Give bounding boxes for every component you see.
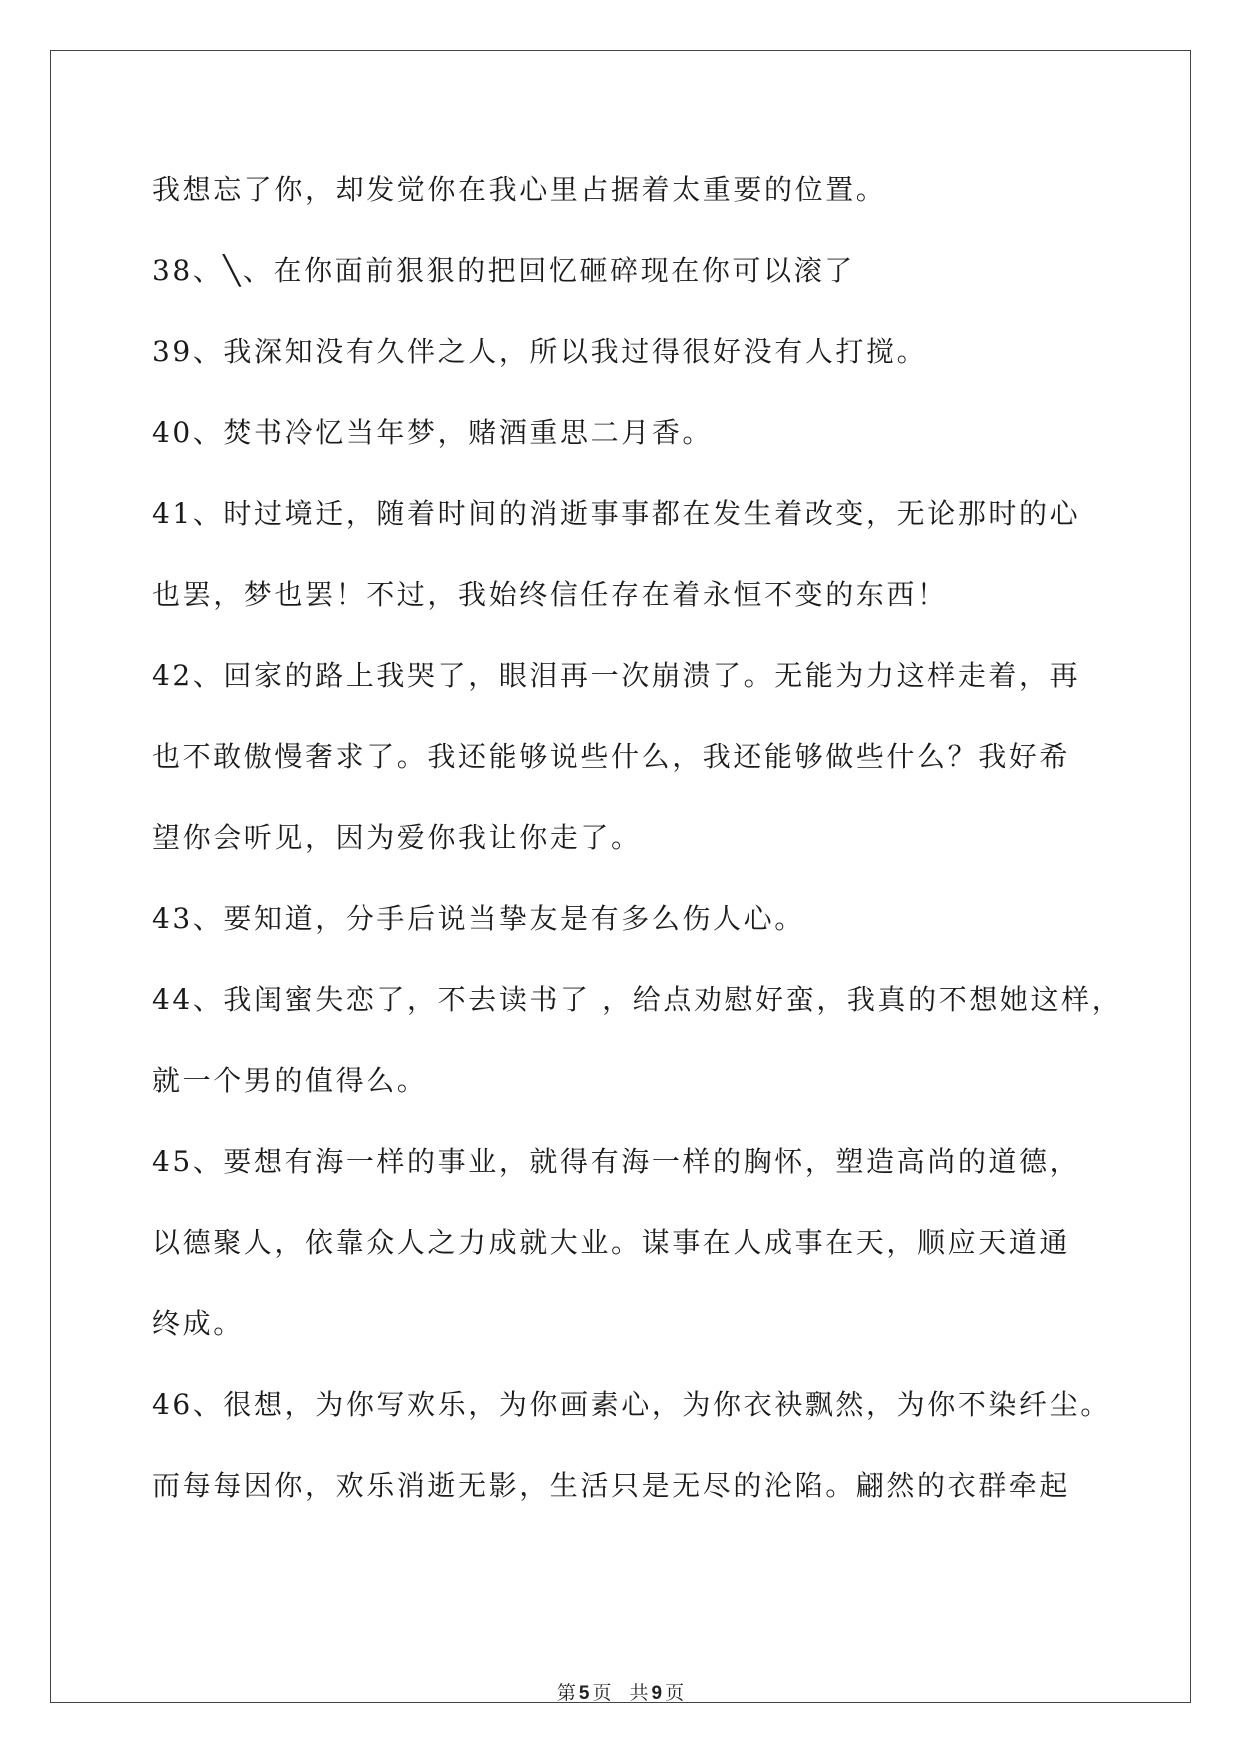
text-line: 45、要想有海一样的事业，就得有海一样的胸怀，塑造高尚的道德，: [152, 1145, 1081, 1178]
footer-page-word: 页: [592, 1682, 612, 1704]
footer-total-suffix: 页: [665, 1682, 685, 1704]
text-line: 46、很想，为你写欢乐，为你画素心，为你衣袂飘然，为你不染纤尘。: [152, 1388, 1111, 1421]
text-line: 41、时过境迁，随着时间的消逝事事都在发生着改变，无论那时的心: [152, 497, 1081, 530]
text-line: 44、我闺蜜失恋了，不去读书了 ，给点劝慰好蛮，我真的不想她这样，: [152, 983, 1123, 1016]
text-line: 42、回家的路上我哭了，眼泪再一次崩溃了。无能为力这样走着，再: [152, 659, 1081, 692]
text-line: 43、要知道，分手后说当挚友是有多么伤人心。: [152, 902, 805, 935]
text-line: 就一个男的值得么。: [152, 1064, 428, 1097]
text-line: 我想忘了你，却发觉你在我心里占据着太重要的位置。: [152, 173, 887, 206]
text-line: 39、我深知没有久伴之人，所以我过得很好没有人打搅。: [152, 335, 928, 368]
footer-total-prefix: 共: [629, 1682, 649, 1704]
footer-prefix: 第: [556, 1682, 576, 1704]
text-line: 而每每因你，欢乐消逝无影，生活只是无尽的沦陷。翩然的衣群牵起: [152, 1469, 1071, 1502]
text-line: 也罢，梦也罢！不过，我始终信任存在着永恒不变的东西！: [152, 578, 948, 611]
current-page-number: 5: [578, 1683, 590, 1704]
text-line: 望你会听见，因为爱你我让你走了。: [152, 821, 642, 854]
text-line: 终成。: [152, 1307, 244, 1340]
total-pages-number: 9: [651, 1683, 663, 1704]
text-line: 也不敢傲慢奢求了。我还能够说些什么，我还能够做些什么？我好希: [152, 740, 1071, 773]
text-line: 40、焚书冷忆当年梦，赌酒重思二月香。: [152, 416, 714, 449]
page-footer: [0, 1678, 1241, 1705]
document-body: [152, 165, 1123, 1542]
text-line: 38、╲、在你面前狠狠的把回忆砸碎现在你可以滚了: [152, 254, 855, 287]
text-line: 以德聚人，依靠众人之力成就大业。谋事在人成事在天，顺应天道通: [152, 1226, 1071, 1259]
